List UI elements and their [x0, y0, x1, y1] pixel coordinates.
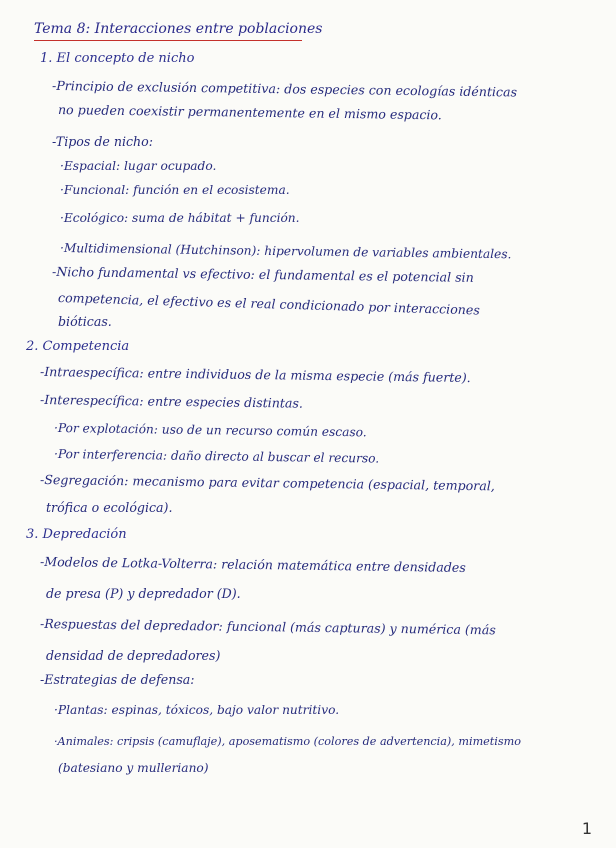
page-number: 1	[581, 819, 592, 838]
section-heading-2: 2. Competencia	[26, 339, 130, 354]
section-1-line: ·Multidimensional (Hutchinson): hipervolumen de variables ambientales.	[59, 241, 512, 262]
section-2-line: -Interespecífica: entre especies distintas.	[39, 392, 304, 411]
section-3-line: densidad de depredadores)	[46, 648, 221, 663]
section-3-line: (batesiano y mulleriano)	[58, 761, 209, 775]
page-title: Tema 8: Interacciones entre poblaciones	[34, 21, 323, 37]
section-1-line: -Principio de exclusión competitiva: dos especies con ecologías idénticas	[51, 78, 518, 100]
section-2-line: trófica o ecológica).	[46, 500, 173, 515]
section-3-line: -Estrategias de defensa:	[40, 672, 195, 687]
section-2-line: ·Por interferencia: daño directo al buscar el recurso.	[53, 447, 380, 466]
section-3-line: de presa (P) y depredador (D).	[46, 586, 241, 601]
section-1-line: no pueden coexistir permanentemente en el mismo espacio.	[57, 102, 442, 123]
section-2-line: -Intraespecífica: entre individuos de la misma especie (más fuerte).	[39, 364, 471, 386]
section-2-line: -Segregación: mecanismo para evitar competencia (espacial, temporal,	[39, 472, 495, 494]
section-1-line: -Nicho fundamental vs efectivo: el fundamental es el potencial sin	[51, 264, 474, 285]
section-3-line: -Respuestas del depredador: funcional (más capturas) y numérica (más	[39, 616, 496, 638]
section-2-line: ·Por explotación: uso de un recurso común escaso.	[53, 421, 367, 440]
section-3-line: ·Plantas: espinas, tóxicos, bajo valor nutritivo.	[54, 703, 340, 717]
section-1-line: competencia, el efectivo es el real condicionado por interacciones	[57, 290, 481, 318]
section-heading-1: 1. El concepto de nicho	[40, 51, 195, 66]
section-1-line: ·Ecológico: suma de hábitat + función.	[60, 211, 300, 225]
section-1-line: -Tipos de nicho:	[52, 134, 153, 149]
section-heading-3: 3. Depredación	[26, 527, 127, 542]
section-3-line: -Modelos de Lotka-Volterra: relación matemática entre densidades	[39, 554, 466, 575]
title-underline	[34, 40, 302, 41]
section-1-line: ·Funcional: función en el ecosistema.	[60, 183, 290, 197]
section-1-line: bióticas.	[58, 314, 112, 329]
section-3-line: ·Animales: cripsis (camuflaje), aposematismo (colores de advertencia), mimetismo	[54, 735, 521, 748]
section-1-line: ·Espacial: lugar ocupado.	[60, 159, 217, 173]
